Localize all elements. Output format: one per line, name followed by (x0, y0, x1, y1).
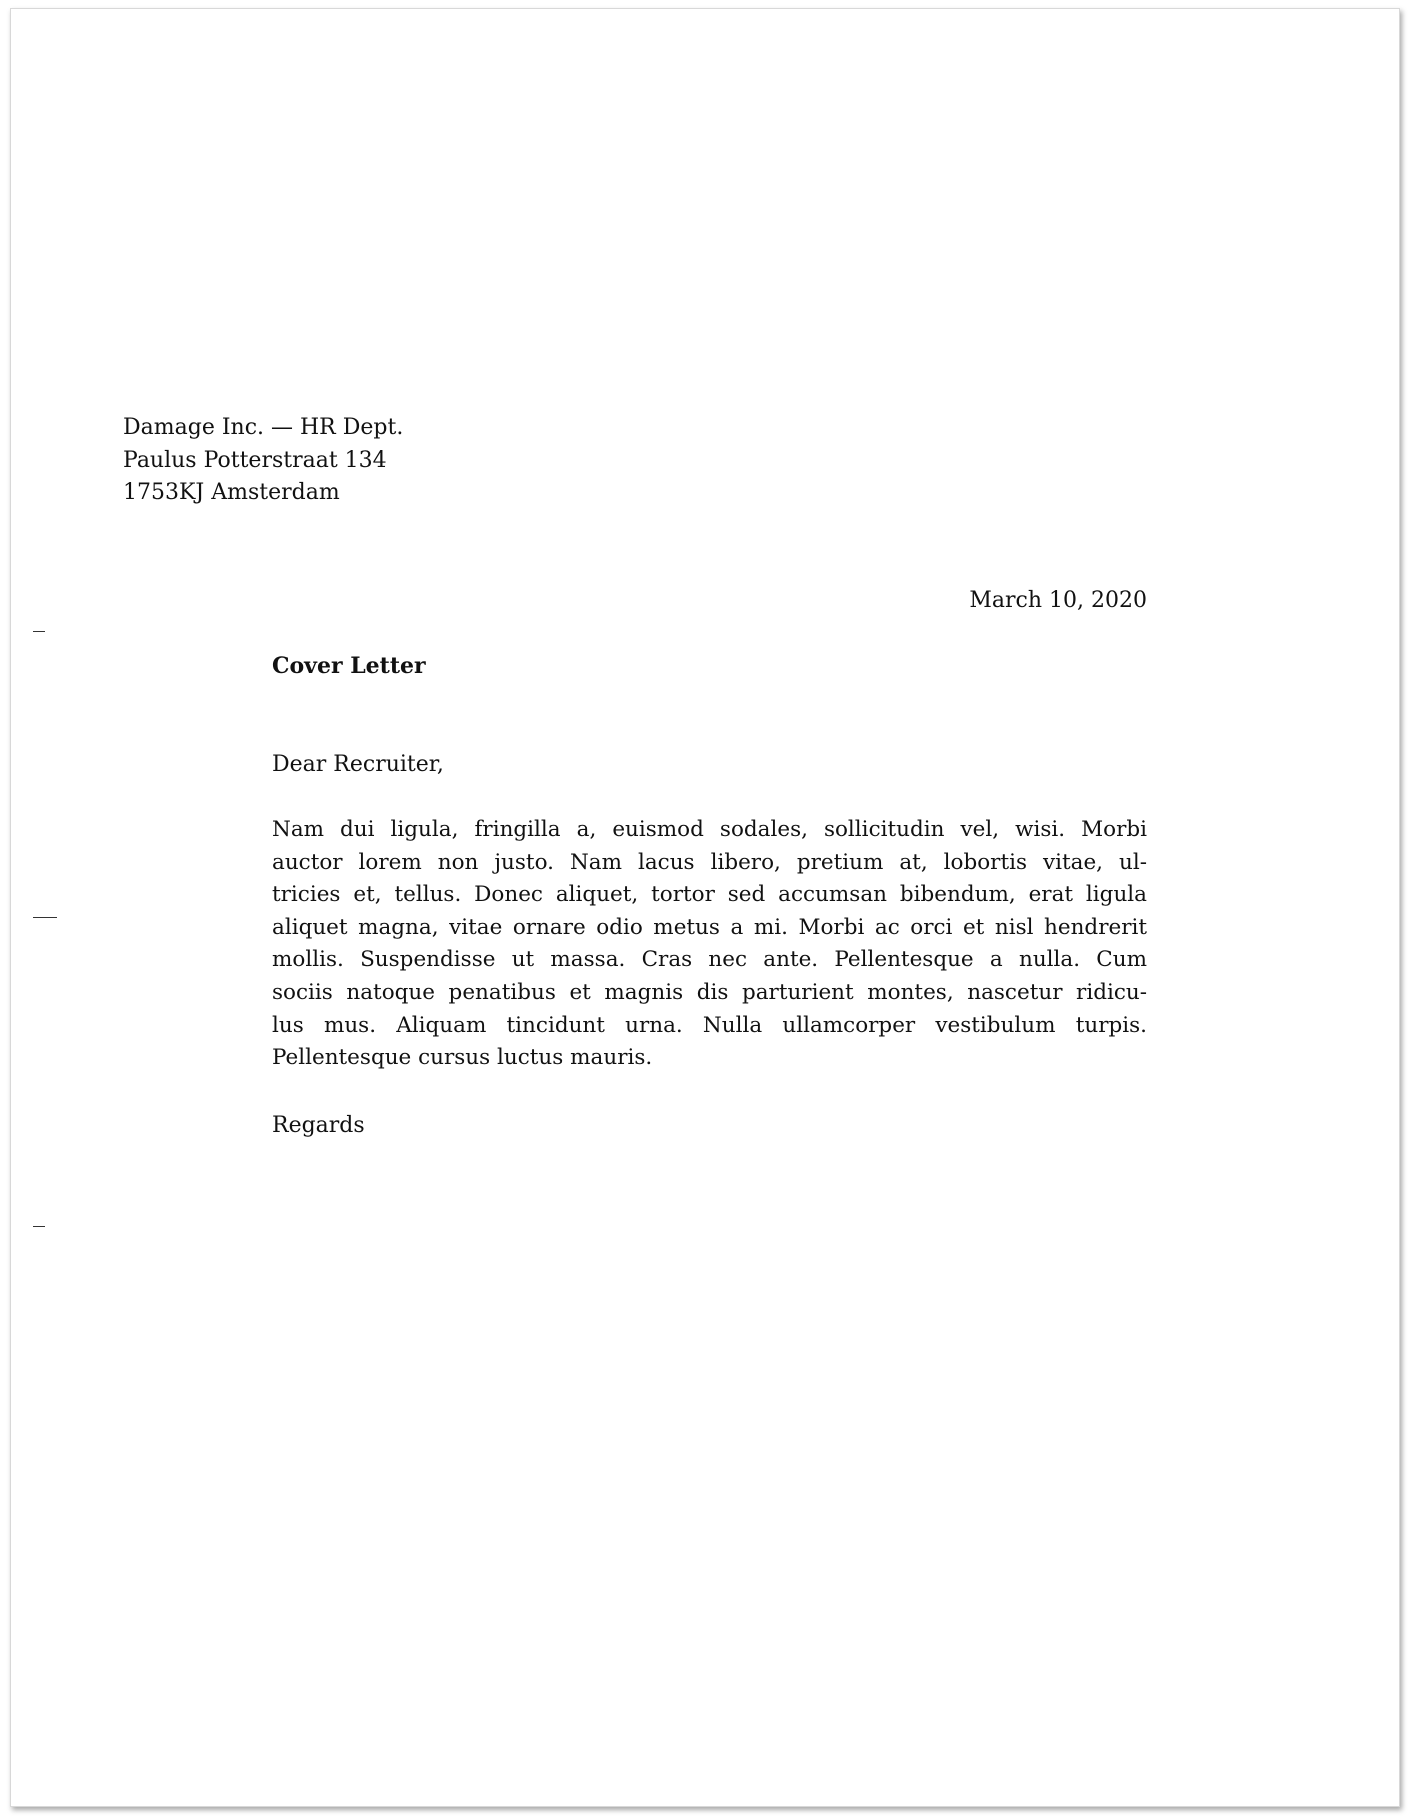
letter-page (10, 8, 1400, 1807)
letter-body (272, 814, 1147, 1075)
body-line: aliquet magna, vitae ornare odio metus a mi. Morbi ac orci et nisl hendrerit (272, 914, 1147, 940)
recipient-city: 1753KJ Amsterdam (123, 480, 340, 505)
body-line: sociis natoque penatibus et magnis dis parturient montes, nascetur ridicu- (272, 979, 1147, 1005)
recipient-street: Paulus Potterstraat 134 (123, 447, 387, 473)
recipient-company: Damage Inc. — HR Dept. (123, 415, 404, 440)
letter-date: March 10, 2020 (969, 588, 1147, 613)
body-line: auctor lorem non justo. Nam lacus libero, pretium at, lobortis vitae, ul- (272, 849, 1147, 875)
body-line: Pellentesque cursus luctus mauris. (272, 1045, 653, 1071)
letter-greeting: Dear Recruiter, (272, 752, 444, 777)
fold-mark-bottom (33, 1226, 45, 1227)
fold-mark-top (33, 631, 45, 632)
body-line: tricies et, tellus. Donec aliquet, tortor sed accumsan bibendum, erat ligula (272, 882, 1147, 908)
fold-mark-center (33, 917, 57, 918)
recipient-address (123, 412, 403, 510)
body-line: Nam dui ligula, fringilla a, euismod sodales, sollicitudin vel, wisi. Morbi (272, 817, 1147, 842)
letter-closing: Regards (272, 1113, 365, 1138)
body-line: mollis. Suspendisse ut massa. Cras nec ante. Pellentesque a nulla. Cum (272, 947, 1147, 973)
letter-subject: Cover Letter (272, 653, 426, 679)
body-line: lus mus. Aliquam tincidunt urna. Nulla ullamcorper vestibulum turpis. (272, 1012, 1147, 1038)
